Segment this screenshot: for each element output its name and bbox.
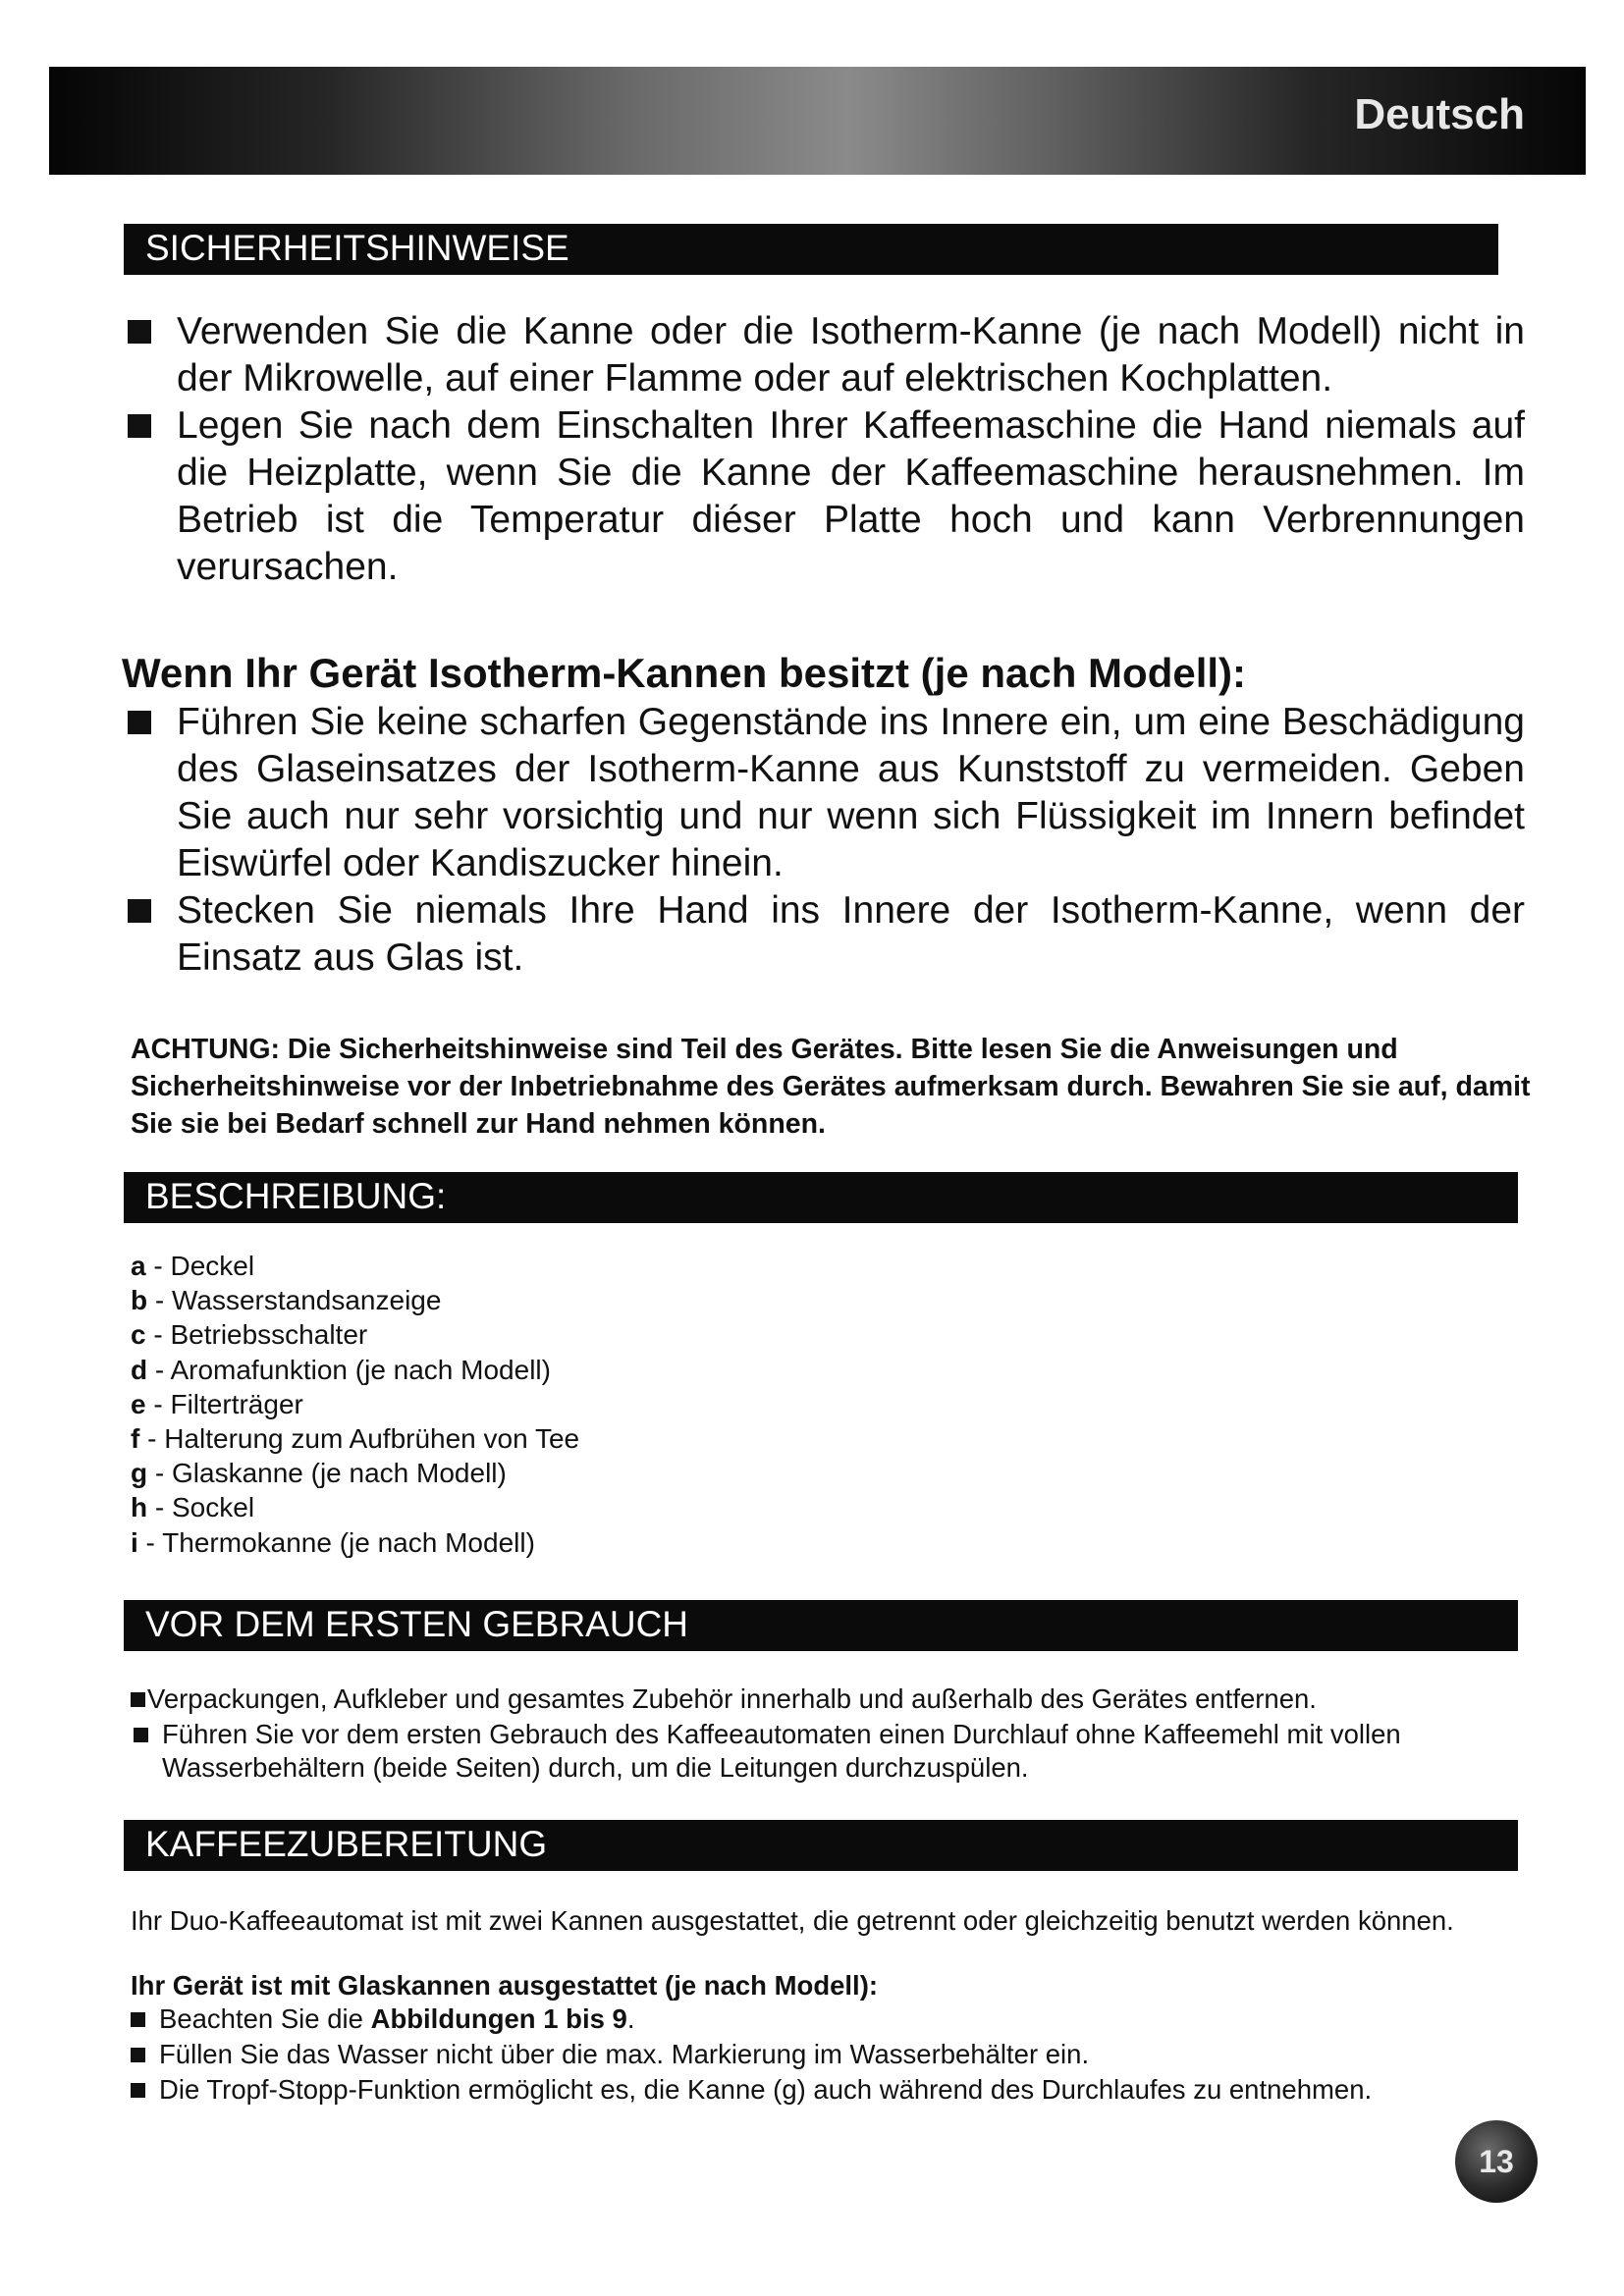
- bullet-square-icon: [131, 2012, 145, 2027]
- safety-warning: ACHTUNG: Die Sicherheitshinweise sind Teil des Gerätes. Bitte lesen Sie die Anweisungen und Sicherheitshinweise vor der Inbetriebnahme des Gerätes aufmerksam durch. Bewahren Sie sie auf, damit Sie sie bei Bedarf schnell zur Hand nehmen können.: [131, 1034, 1531, 1140]
- bullet-square-icon: [128, 711, 151, 734]
- glass-carafe-heading: Ihr Gerät ist mit Glaskannen ausgestattet (je nach Modell):: [131, 1970, 879, 2001]
- bullet-square-icon: [128, 899, 151, 923]
- isotherm-bullet-1: Führen Sie keine scharfen Gegenstände ins Innere ein, um eine Beschädigung des Glaseinsatzes der Isotherm-Kanne aus Kunststoff zu vermeiden. Geben Sie auch nur sehr vorsichtig und nur wenn sich Flüssigkeit im Innern befindet Eiswürfel oder Kandiszucker hinein.: [126, 699, 1525, 887]
- section-title-safety: SICHERHEITSHINWEISE: [124, 224, 1498, 275]
- bullet-square-icon: [134, 1728, 148, 1742]
- description-list: [131, 1249, 579, 1560]
- language-header-bar: [49, 67, 1586, 175]
- coffee-intro: Ihr Duo-Kaffeeautomat ist mit zwei Kannen ausgestattet, die getrennt oder gleichzeitig benutzt werden können.: [131, 1905, 1454, 1936]
- description-item: g - Glaskanne (je nach Modell): [131, 1458, 507, 1489]
- description-item: b - Wasserstandsanzeige: [131, 1285, 442, 1316]
- bullet-square-icon: [131, 2083, 145, 2098]
- description-item: c - Betriebsschalter: [131, 1319, 368, 1351]
- section-title-description: BESCHREIBUNG:: [124, 1172, 1518, 1223]
- safety-bullet-2: Legen Sie nach dem Einschalten Ihrer Kaffeemaschine die Hand niemals auf die Heizplatte, wenn Sie die Kanne der Kaffeemaschine herausnehmen. Im Betrieb ist die Temperatur diéser Platte hoch und kann Verbrennungen verursachen.: [126, 402, 1525, 591]
- coffee-bullet-2: Füllen Sie das Wasser nicht über die max. Markierung im Wasserbehälter ein.: [131, 2038, 1535, 2071]
- bullet-square-icon: [128, 414, 151, 438]
- language-label: Deutsch: [1354, 90, 1525, 138]
- description-item: h - Sockel: [131, 1492, 255, 1523]
- first-use-bullet-2: Führen Sie vor dem ersten Gebrauch des Kaffeeautomaten einen Durchlauf ohne Kaffeemehl mit vollen Wasserbehältern (beide Seiten) durch, um die Leitungen durchzuspülen.: [131, 1718, 1535, 1785]
- description-item: a - Deckel: [131, 1251, 255, 1281]
- bullet-square-icon: [128, 320, 151, 344]
- safety-bullet-1: Verwenden Sie die Kanne oder die Isotherm-Kanne (je nach Modell) nicht in der Mikrowelle, auf einer Flamme oder auf elektrischen Kochplatten.: [126, 308, 1525, 402]
- section-title-coffee: KAFFEEZUBEREITUNG: [124, 1820, 1518, 1871]
- description-item: d - Aromafunktion (je nach Modell): [131, 1354, 551, 1385]
- bullet-square-icon: [131, 1692, 145, 1707]
- bullet-square-icon: [131, 2048, 145, 2062]
- coffee-bullet-3: Die Tropf-Stopp-Funktion ermöglicht es, die Kanne (g) auch während des Durchlaufes zu entnehmen.: [131, 2073, 1535, 2107]
- description-item: f - Halterung zum Aufbrühen von Tee: [131, 1423, 580, 1455]
- isotherm-bullet-2: Stecken Sie niemals Ihre Hand ins Innere der Isotherm-Kanne, wenn der Einsatz aus Glas ist.: [126, 887, 1525, 982]
- description-item: e - Filterträger: [131, 1388, 303, 1419]
- description-item: i - Thermokanne (je nach Modell): [131, 1526, 535, 1558]
- first-use-bullet-1: Verpackungen, Aufkleber und gesamtes Zubehör innerhalb und außerhalb des Gerätes entfernen.: [131, 1682, 1535, 1716]
- coffee-bullet-1: Beachten Sie die Abbildungen 1 bis 9.: [131, 2002, 1535, 2036]
- section-title-first-use: VOR DEM ERSTEN GEBRAUCH: [124, 1600, 1518, 1651]
- isotherm-heading: Wenn Ihr Gerät Isotherm-Kannen besitzt (je nach Modell):: [122, 650, 1247, 696]
- page-number-badge: 13: [1455, 2120, 1538, 2203]
